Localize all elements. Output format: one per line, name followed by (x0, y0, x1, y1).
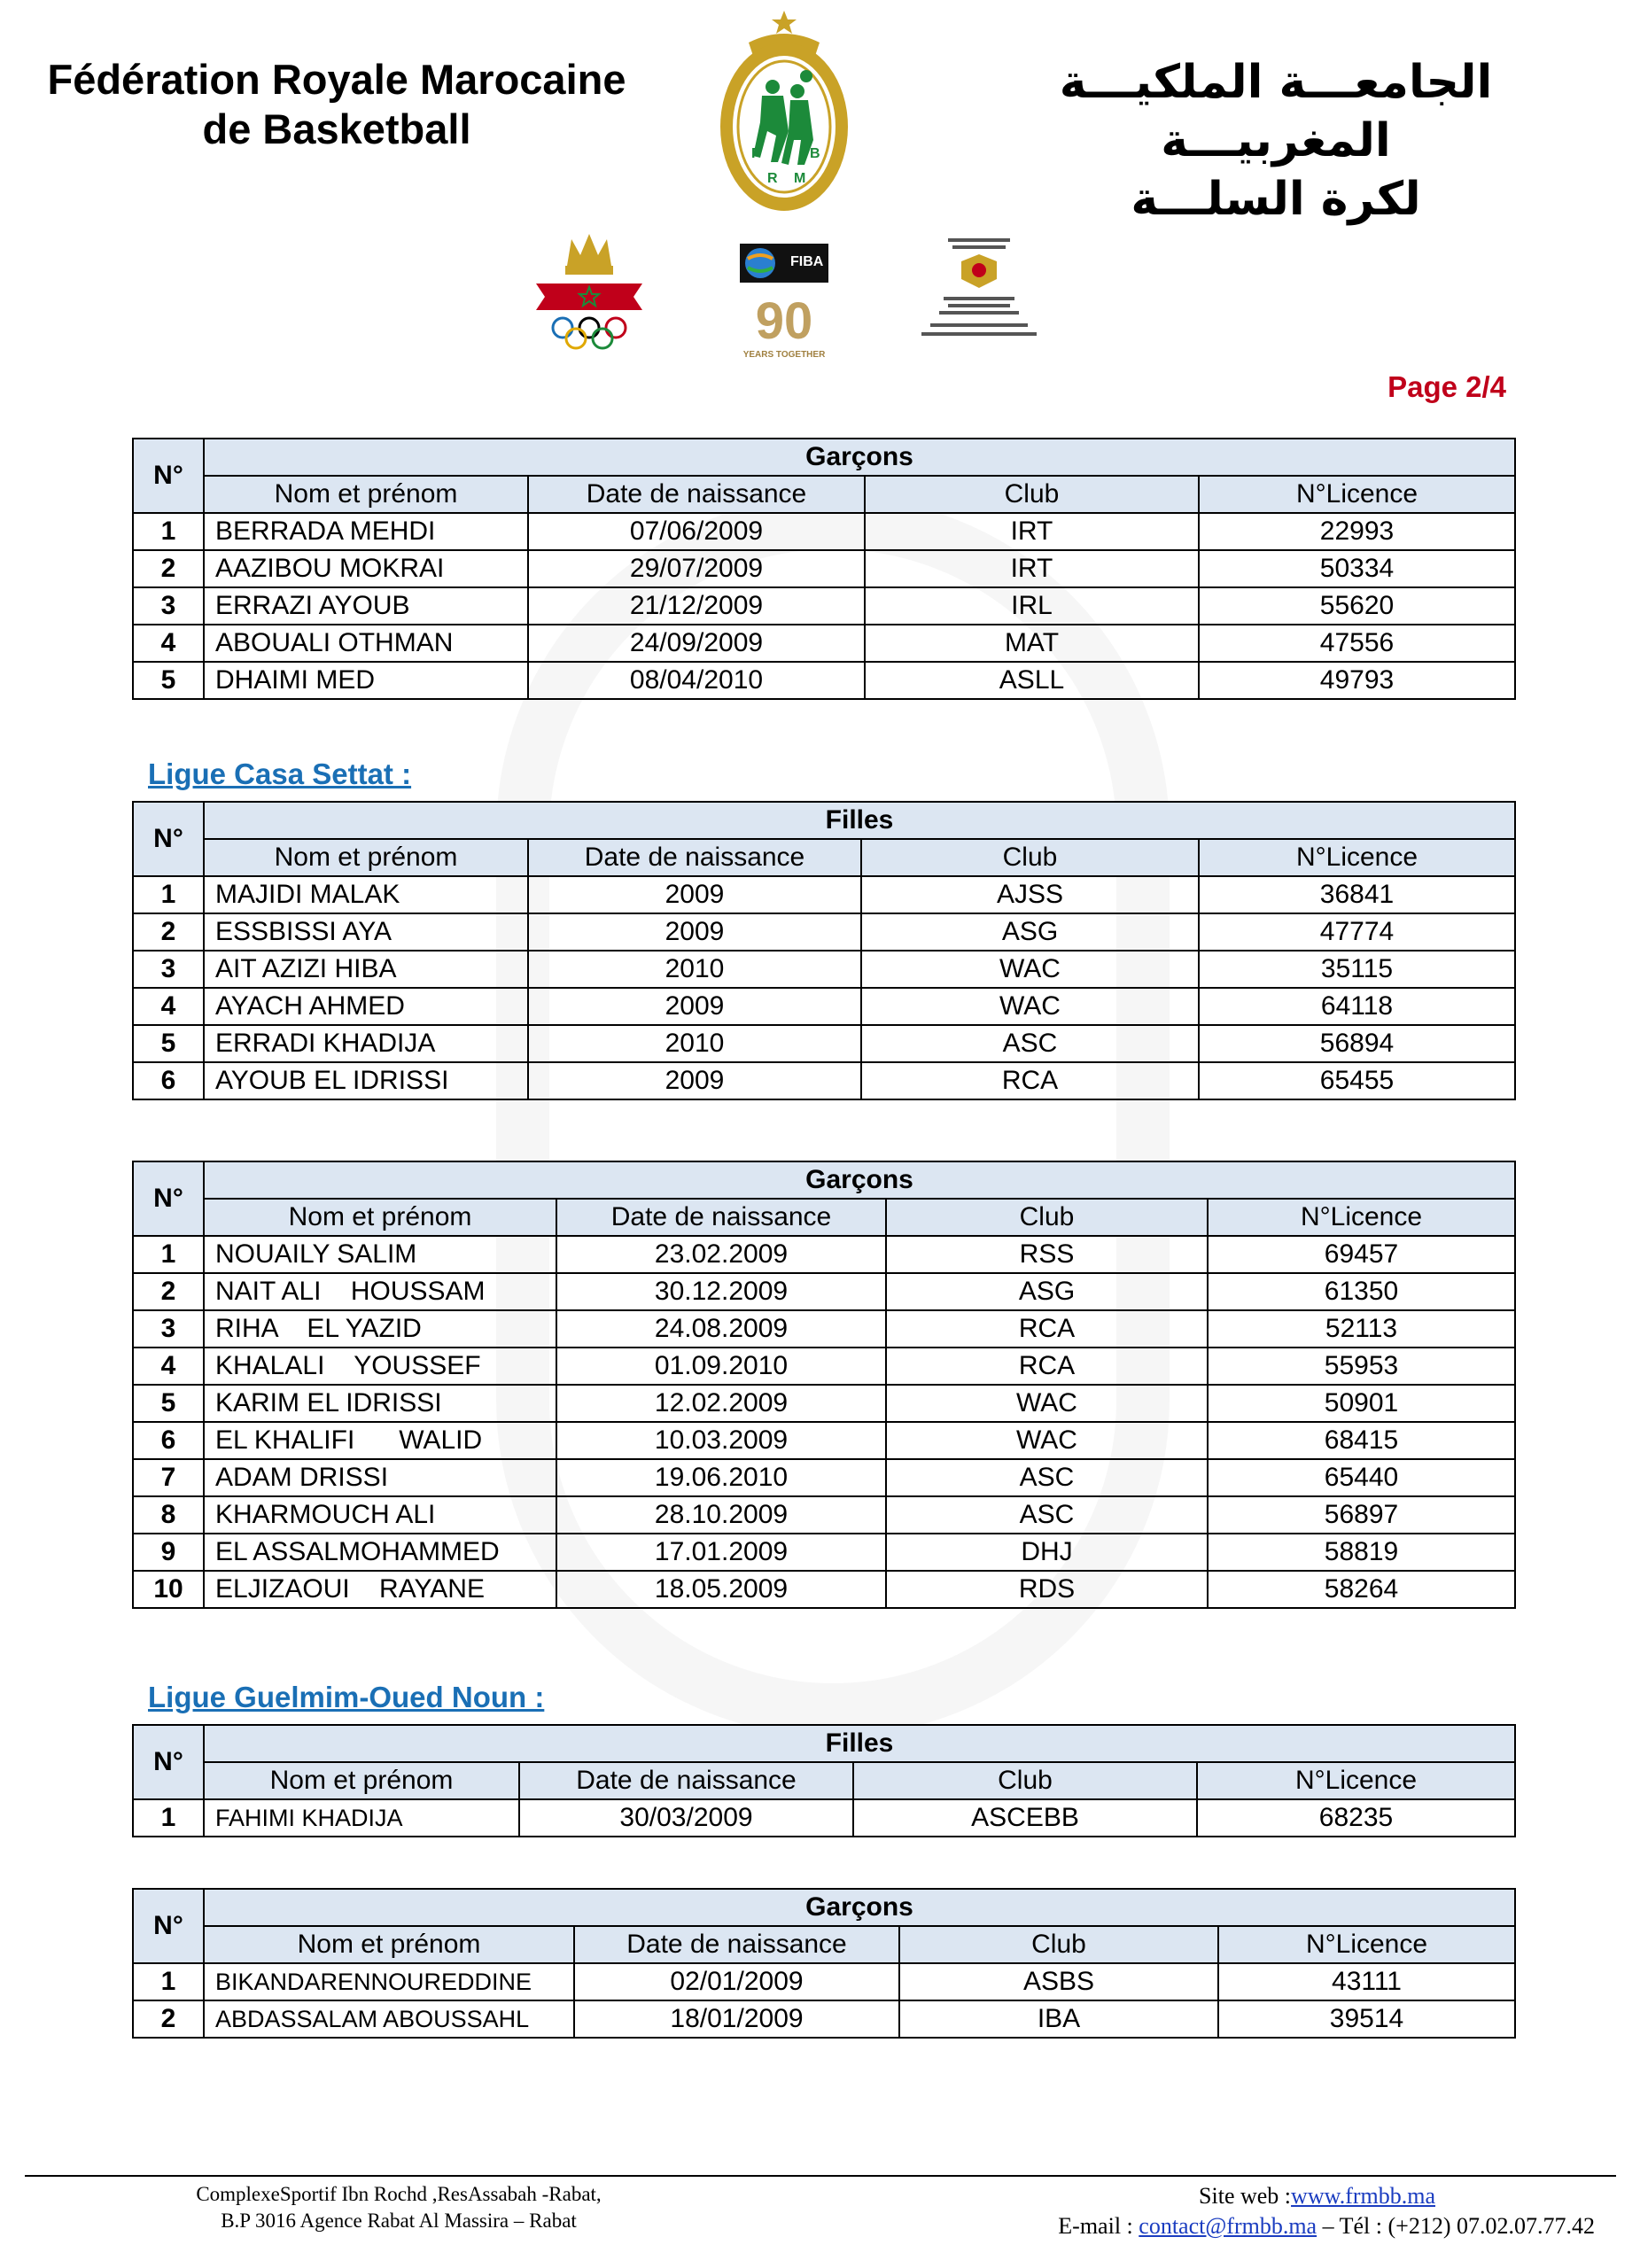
birth-date: 02/01/2009 (574, 1963, 899, 2000)
row-num: 6 (133, 1062, 204, 1099)
email-label: E-mail : (1058, 2213, 1139, 2239)
row-num: 8 (133, 1496, 204, 1534)
player-name: BERRADA MEHDI (204, 513, 528, 550)
row-num: 1 (133, 876, 204, 913)
row-num: 6 (133, 1422, 204, 1459)
birth-date: 2009 (528, 1062, 861, 1099)
licence-number: 22993 (1199, 513, 1515, 550)
player-name: ADAM DRISSI (204, 1459, 556, 1496)
birth-date: 23.02.2009 (556, 1236, 886, 1273)
col-header-licence: N°Licence (1199, 839, 1515, 876)
licence-number: 68415 (1208, 1422, 1515, 1459)
player-name: DHAIMI MED (204, 662, 528, 699)
footer-address-line1: ComplexeSportif Ibn Rochd ,ResAssabah -Rabat, (196, 2183, 602, 2205)
row-num: 3 (133, 951, 204, 988)
footer-divider (25, 2175, 1616, 2177)
licence-number: 56897 (1208, 1496, 1515, 1534)
club: ASCEBB (853, 1799, 1197, 1837)
table-row (133, 587, 1515, 625)
league-title-guelmim-oued-noun: Ligue Guelmim-Oued Noun : (148, 1681, 545, 1713)
col-header-dob: Date de naissance (574, 1926, 899, 1963)
col-header-dob: Date de naissance (519, 1762, 853, 1799)
club: RDS (886, 1571, 1208, 1608)
col-header-dob: Date de naissance (556, 1199, 886, 1236)
player-name: ABDASSALAM ABOUSSAHL (204, 2000, 574, 2038)
federation-title-ar-line2: لكرة السلـــة (1131, 173, 1421, 226)
row-num: 4 (133, 1348, 204, 1385)
row-num: 1 (133, 1236, 204, 1273)
licence-number: 36841 (1199, 876, 1515, 913)
footer-address (133, 2181, 665, 2234)
row-num: 7 (133, 1459, 204, 1496)
row-num: 1 (133, 513, 204, 550)
federation-title-fr-line2: de Basketball (202, 105, 471, 152)
table-row (133, 1459, 1515, 1496)
table-row (133, 1236, 1515, 1273)
col-header-name: Nom et prénom (204, 1199, 556, 1236)
birth-date: 10.03.2009 (556, 1422, 886, 1459)
col-header-licence: N°Licence (1197, 1762, 1515, 1799)
licence-number: 64118 (1199, 988, 1515, 1025)
birth-date: 2010 (528, 951, 861, 988)
row-num: 2 (133, 2000, 204, 2038)
col-header-club: Club (861, 839, 1199, 876)
logo-letter-r: R (767, 171, 778, 186)
table-casa-garcons (132, 1161, 1516, 1609)
licence-number: 69457 (1208, 1236, 1515, 1273)
table-guelmim-garcons (132, 1888, 1516, 2039)
licence-number: 47556 (1199, 625, 1515, 662)
site-label: Site web : (1199, 2183, 1292, 2209)
player-name: ELJIZAOUI RAYANE (204, 1571, 556, 1608)
olympic-committee-logo (532, 221, 647, 354)
table-row (133, 913, 1515, 951)
col-header-num: N° (133, 1889, 204, 1963)
row-num: 1 (133, 1799, 204, 1837)
club: MAT (865, 625, 1199, 662)
logo-letter-m: M (794, 171, 806, 186)
player-name: ERRAZI AYOUB (204, 587, 528, 625)
table-garcons-continued (132, 438, 1516, 700)
table-row (133, 1385, 1515, 1422)
table-row (133, 1422, 1515, 1459)
birth-date: 19.06.2010 (556, 1459, 886, 1496)
player-name: ESSBISSI AYA (204, 913, 528, 951)
row-num: 3 (133, 1310, 204, 1348)
col-header-licence: N°Licence (1218, 1926, 1515, 1963)
club: DHJ (886, 1534, 1208, 1571)
footer-contact (886, 2181, 1595, 2241)
col-header-name: Nom et prénom (204, 839, 528, 876)
table-row (133, 550, 1515, 587)
player-name: NOUAILY SALIM (204, 1236, 556, 1273)
col-header-name: Nom et prénom (204, 476, 528, 513)
licence-number: 50901 (1208, 1385, 1515, 1422)
club: RCA (861, 1062, 1199, 1099)
club: ASC (886, 1459, 1208, 1496)
table-row (133, 662, 1515, 699)
col-header-num: N° (133, 439, 204, 513)
federation-title-ar (983, 53, 1568, 229)
club: ASC (886, 1496, 1208, 1534)
col-header-club: Club (886, 1199, 1208, 1236)
club: WAC (861, 951, 1199, 988)
row-num: 5 (133, 1385, 204, 1422)
table-row (133, 988, 1515, 1025)
site-link[interactable]: www.frmbb.ma (1291, 2183, 1435, 2209)
player-name: ABOUALI OTHMAN (204, 625, 528, 662)
federation-title-ar-line1: الجامعـــة الملكيـــة المغربيـــة (1059, 56, 1493, 167)
frmb-logo (709, 7, 859, 220)
row-num: 2 (133, 913, 204, 951)
table-row (133, 1025, 1515, 1062)
table-row (133, 1310, 1515, 1348)
federation-title-fr (27, 55, 647, 154)
player-name: MAJIDI MALAK (204, 876, 528, 913)
row-num: 10 (133, 1571, 204, 1608)
licence-number: 39514 (1218, 2000, 1515, 2038)
col-header-licence: N°Licence (1199, 476, 1515, 513)
footer-address-line2: B.P 3016 Agence Rabat Al Massira – Rabat (221, 2210, 577, 2232)
table-row (133, 1062, 1515, 1099)
table-row (133, 513, 1515, 550)
birth-date: 29/07/2009 (528, 550, 865, 587)
fiba-text: FIBA (790, 254, 824, 269)
club: IBA (899, 2000, 1218, 2038)
player-name: ERRADI KHADIJA (204, 1025, 528, 1062)
birth-date: 2009 (528, 913, 861, 951)
player-name: FAHIMI KHADIJA (204, 1799, 519, 1837)
club: ASLL (865, 662, 1199, 699)
club: AJSS (861, 876, 1199, 913)
player-name: AIT AZIZI HIBA (204, 951, 528, 988)
row-num: 5 (133, 662, 204, 699)
birth-date: 01.09.2010 (556, 1348, 886, 1385)
col-header-club: Club (853, 1762, 1197, 1799)
ministry-logo (913, 235, 1045, 354)
row-num: 4 (133, 625, 204, 662)
licence-number: 65455 (1199, 1062, 1515, 1099)
player-name: NAIT ALI HOUSSAM (204, 1273, 556, 1310)
row-num: 4 (133, 988, 204, 1025)
licence-number: 55953 (1208, 1348, 1515, 1385)
licence-number: 35115 (1199, 951, 1515, 988)
club: ASG (886, 1273, 1208, 1310)
fiba-90-logo (735, 239, 833, 363)
table-row (133, 1534, 1515, 1571)
fiba-caption: YEARS TOGETHER (742, 350, 826, 360)
col-header-club: Club (899, 1926, 1218, 1963)
col-header-name: Nom et prénom (204, 1926, 574, 1963)
birth-date: 30/03/2009 (519, 1799, 853, 1837)
birth-date: 12.02.2009 (556, 1385, 886, 1422)
licence-number: 61350 (1208, 1273, 1515, 1310)
club: IRL (865, 587, 1199, 625)
birth-date: 30.12.2009 (556, 1273, 886, 1310)
table-row (133, 1963, 1515, 2000)
player-name: BIKANDARENNOUREDDINE (204, 1963, 574, 2000)
league-title-casa-settat: Ligue Casa Settat : (148, 757, 412, 790)
table-guelmim-filles (132, 1724, 1516, 1837)
licence-number: 68235 (1197, 1799, 1515, 1837)
phone-text: – Tél : (+212) 07.02.07.77.42 (1317, 2213, 1595, 2239)
licence-number: 56894 (1199, 1025, 1515, 1062)
fiba-years: 90 (755, 292, 813, 350)
birth-date: 24.08.2009 (556, 1310, 886, 1348)
player-name: AYACH AHMED (204, 988, 528, 1025)
club: IRT (865, 550, 1199, 587)
birth-date: 08/04/2010 (528, 662, 865, 699)
club: ASC (861, 1025, 1199, 1062)
licence-number: 47774 (1199, 913, 1515, 951)
birth-date: 2009 (528, 988, 861, 1025)
page-number: Page 2/4 (1387, 370, 1506, 403)
table-casa-filles (132, 801, 1516, 1100)
licence-number: 43111 (1218, 1963, 1515, 2000)
licence-number: 65440 (1208, 1459, 1515, 1496)
club: IRT (865, 513, 1199, 550)
col-header-dob: Date de naissance (528, 839, 861, 876)
club: WAC (861, 988, 1199, 1025)
club: WAC (886, 1422, 1208, 1459)
licence-number: 52113 (1208, 1310, 1515, 1348)
row-num: 2 (133, 550, 204, 587)
birth-date: 07/06/2009 (528, 513, 865, 550)
col-header-club: Club (865, 476, 1199, 513)
table-row (133, 2000, 1515, 2038)
row-num: 2 (133, 1273, 204, 1310)
logo-letter-b: B (810, 146, 820, 161)
row-num: 1 (133, 1963, 204, 2000)
table-row (133, 876, 1515, 913)
player-name: KHALALI YOUSSEF (204, 1348, 556, 1385)
email-link[interactable]: contact@frmbb.ma (1139, 2213, 1317, 2239)
club: ASBS (899, 1963, 1218, 2000)
table-row (133, 1496, 1515, 1534)
birth-date: 2010 (528, 1025, 861, 1062)
birth-date: 24/09/2009 (528, 625, 865, 662)
table-row (133, 1348, 1515, 1385)
row-num: 9 (133, 1534, 204, 1571)
group-header: Filles (204, 802, 1515, 839)
col-header-licence: N°Licence (1208, 1199, 1515, 1236)
licence-number: 55620 (1199, 587, 1515, 625)
row-num: 3 (133, 587, 204, 625)
footer-email-line (1058, 2213, 1595, 2239)
birth-date: 18/01/2009 (574, 2000, 899, 2038)
licence-number: 50334 (1199, 550, 1515, 587)
table-row (133, 1273, 1515, 1310)
table-row (133, 1571, 1515, 1608)
col-header-name: Nom et prénom (204, 1762, 519, 1799)
club: WAC (886, 1385, 1208, 1422)
licence-number: 58819 (1208, 1534, 1515, 1571)
player-name: AYOUB EL IDRISSI (204, 1062, 528, 1099)
row-num: 5 (133, 1025, 204, 1062)
table-row (133, 625, 1515, 662)
birth-date: 21/12/2009 (528, 587, 865, 625)
col-header-num: N° (133, 1161, 204, 1236)
club: RCA (886, 1310, 1208, 1348)
licence-number: 58264 (1208, 1571, 1515, 1608)
group-header: Garçons (204, 1889, 1515, 1926)
player-name: AAZIBOU MOKRAI (204, 550, 528, 587)
col-header-num: N° (133, 802, 204, 876)
federation-title-fr-line1: Fédération Royale Marocaine (47, 56, 626, 103)
licence-number: 49793 (1199, 662, 1515, 699)
col-header-dob: Date de naissance (528, 476, 865, 513)
player-name: EL ASSALMOHAMMED (204, 1534, 556, 1571)
club: RCA (886, 1348, 1208, 1385)
group-header: Garçons (204, 1161, 1515, 1199)
player-name: KHARMOUCH ALI (204, 1496, 556, 1534)
footer-site-line (886, 2181, 1595, 2211)
col-header-num: N° (133, 1725, 204, 1799)
group-header: Filles (204, 1725, 1515, 1762)
table-row (133, 1799, 1515, 1837)
group-header: Garçons (204, 439, 1515, 476)
birth-date: 28.10.2009 (556, 1496, 886, 1534)
birth-date: 18.05.2009 (556, 1571, 886, 1608)
player-name: KARIM EL IDRISSI (204, 1385, 556, 1422)
logo-letter-f: F (751, 146, 760, 161)
club: RSS (886, 1236, 1208, 1273)
club: ASG (861, 913, 1199, 951)
player-name: RIHA EL YAZID (204, 1310, 556, 1348)
birth-date: 17.01.2009 (556, 1534, 886, 1571)
birth-date: 2009 (528, 876, 861, 913)
table-row (133, 951, 1515, 988)
player-name: EL KHALIFI WALID (204, 1422, 556, 1459)
